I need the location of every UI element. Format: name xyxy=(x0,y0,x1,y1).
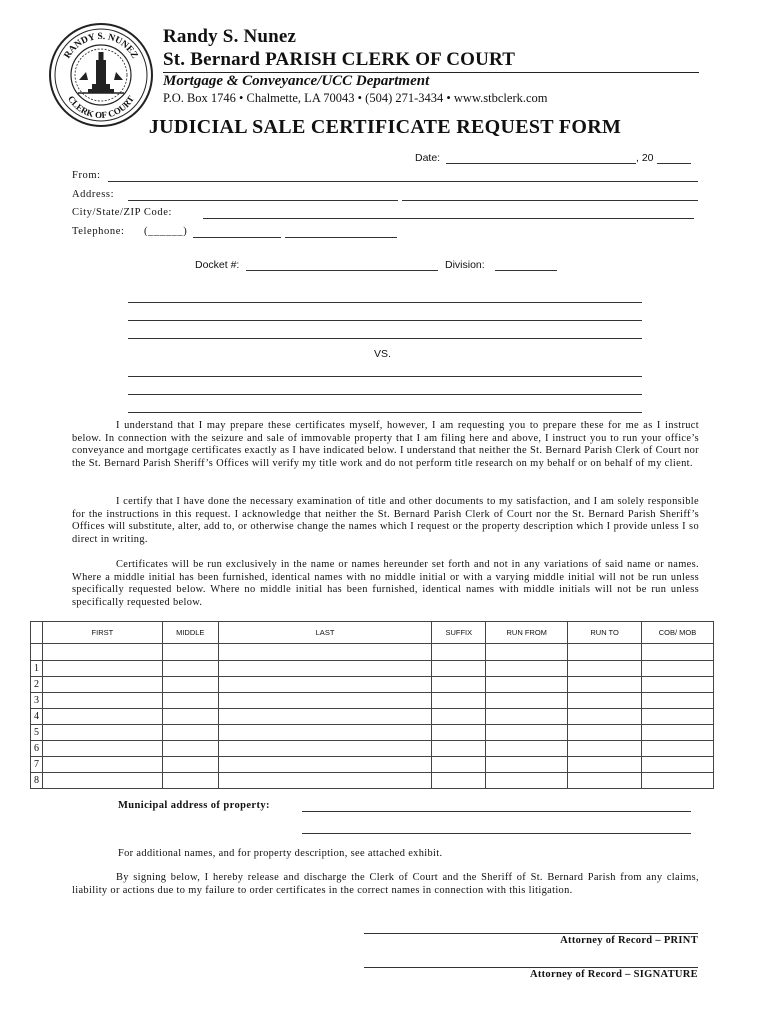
table-row xyxy=(31,757,714,773)
middle-name-cell[interactable] xyxy=(162,741,218,757)
plaintiff-line-3[interactable] xyxy=(128,338,642,339)
first-name-cell[interactable] xyxy=(42,741,162,757)
table-row xyxy=(31,693,714,709)
name-variation-paragraph: Certificates will be run exclusively in the name or names hereunder set forth and not in any variations of said name or names. Where a middle initial has been furnished, identical names with no middle initial or with a varying middle initial will not be run unless specifically requested below. Where no middle initial has been furnished, identical names with middle initials will not be run unless specifically requested below. xyxy=(72,559,699,608)
run-to-cell[interactable] xyxy=(568,661,642,677)
first-name-cell[interactable] xyxy=(42,709,162,725)
first-name-cell[interactable] xyxy=(42,677,162,693)
defendant-line-2[interactable] xyxy=(128,394,642,395)
form-title: JUDICIAL SALE CERTIFICATE REQUEST FORM xyxy=(148,116,622,138)
suffix-cell[interactable] xyxy=(432,661,486,677)
department-name: Mortgage & Conveyance/UCC Department xyxy=(163,73,430,89)
defendant-line-3[interactable] xyxy=(128,412,642,413)
cob-mob-cell[interactable] xyxy=(642,725,714,741)
run-from-cell[interactable] xyxy=(486,725,568,741)
row-number: 1 xyxy=(31,661,43,677)
run-from-cell[interactable] xyxy=(486,693,568,709)
middle-name-cell[interactable] xyxy=(162,661,218,677)
row-number: 6 xyxy=(31,741,43,757)
suffix-cell[interactable] xyxy=(432,725,486,741)
suffix-cell[interactable] xyxy=(432,741,486,757)
cob-mob-cell[interactable] xyxy=(642,757,714,773)
table-row xyxy=(31,677,714,693)
table-row xyxy=(31,661,714,677)
address-label: Address: xyxy=(72,189,115,200)
row-number: 4 xyxy=(31,709,43,725)
docket-field[interactable] xyxy=(246,270,438,271)
run-to-cell[interactable] xyxy=(568,741,642,757)
seal-top-text: RANDY S. NUNEZ xyxy=(62,31,140,61)
run-to-cell[interactable] xyxy=(568,709,642,725)
column-header-last: LAST xyxy=(218,622,432,644)
names-table xyxy=(30,621,714,789)
defendant-line-1[interactable] xyxy=(128,376,642,377)
clerk-name: Randy S. Nunez xyxy=(163,26,297,47)
table-row xyxy=(31,773,714,789)
attorney-signature-line[interactable] xyxy=(364,967,698,968)
suffix-cell[interactable] xyxy=(432,709,486,725)
first-name-cell[interactable] xyxy=(42,773,162,789)
attorney-print-line[interactable] xyxy=(364,933,698,934)
column-header-number xyxy=(31,622,43,644)
last-name-cell[interactable] xyxy=(218,757,432,773)
suffix-cell[interactable] xyxy=(432,773,486,789)
municipal-address-field-2[interactable] xyxy=(302,833,691,834)
column-header-suffix: SUFFIX xyxy=(432,622,486,644)
table-row xyxy=(31,709,714,725)
division-label: Division: xyxy=(445,259,485,271)
attorney-signature-label: Attorney of Record – SIGNATURE xyxy=(529,969,698,980)
run-to-cell[interactable] xyxy=(568,693,642,709)
suffix-cell[interactable] xyxy=(432,693,486,709)
instruction-paragraph: I understand that I may prepare these certificates myself, however, I am requesting you to prepare these for me as I instruct below. In connection with the seizure and sale of immovable property that I am filing here and above, I instruct you to run your office’s conveyance and mortgage certificates exactly as I have indicated below. I understand that neither the St. Bernard Parish Clerk of Court nor the St. Bernard Parish Sheriff’s Offices will verify my title work and do not perform title research on my behalf or on behalf of my client. xyxy=(72,420,699,469)
first-name-cell[interactable] xyxy=(42,661,162,677)
from-field[interactable] xyxy=(108,181,698,182)
from-label: From: xyxy=(72,170,101,181)
run-from-cell[interactable] xyxy=(486,661,568,677)
last-name-cell[interactable] xyxy=(218,725,432,741)
run-from-cell[interactable] xyxy=(486,677,568,693)
run-from-cell[interactable] xyxy=(486,741,568,757)
row-number: 7 xyxy=(31,757,43,773)
municipal-address-label: Municipal address of property: xyxy=(118,800,270,811)
first-name-cell[interactable] xyxy=(42,693,162,709)
release-paragraph: By signing below, I hereby release and discharge the Clerk of Court and the Sheriff of St. Bernard Parish from any claims, liability or actions due to my failure to order certificates in the correct names in connection with this litigation. xyxy=(72,872,699,896)
docket-label: Docket #: xyxy=(195,259,240,271)
run-to-cell[interactable] xyxy=(568,677,642,693)
suffix-cell[interactable] xyxy=(432,757,486,773)
row-number: 5 xyxy=(31,725,43,741)
certification-paragraph: I certify that I have done the necessary examination of title and other documents to my satisfaction, and I am solely responsible for the instructions in this request. I acknowledge that neither the St. Bernard Parish Clerk of Court nor the St. Bernard Parish Sheriff’s Offices will substitute, alter, add to, or otherwise change the names which I request or the property description which I provide unless I so direct in writing. xyxy=(72,496,699,545)
municipal-address-field-1[interactable] xyxy=(302,811,691,812)
seal-bottom-text: CLERK OF COURT xyxy=(65,93,137,121)
city-state-zip-field[interactable] xyxy=(203,218,694,219)
telephone-area-code[interactable]: (______) xyxy=(144,226,188,237)
table-spacer-row xyxy=(31,644,714,661)
contact-info: P.O. Box 1746 • Chalmette, LA 70043 • (504) 271-3434 • www.stbclerk.com xyxy=(163,91,548,105)
telephone-label: Telephone: xyxy=(72,226,125,237)
last-name-cell[interactable] xyxy=(218,709,432,725)
attorney-print-label: Attorney of Record – PRINT xyxy=(560,935,698,946)
division-field[interactable] xyxy=(495,270,557,271)
cob-mob-cell[interactable] xyxy=(642,677,714,693)
run-to-cell[interactable] xyxy=(568,725,642,741)
first-name-cell[interactable] xyxy=(42,725,162,741)
run-from-cell[interactable] xyxy=(486,709,568,725)
date-year-prefix: , 20 xyxy=(636,152,654,164)
last-name-cell[interactable] xyxy=(218,741,432,757)
additional-names-note: For additional names, and for property description, see attached exhibit. xyxy=(118,848,443,859)
last-name-cell[interactable] xyxy=(218,693,432,709)
versus-label: VS. xyxy=(374,348,391,360)
middle-name-cell[interactable] xyxy=(162,725,218,741)
city-state-zip-label: City/State/ZIP Code: xyxy=(72,207,172,218)
plaintiff-line-1[interactable] xyxy=(128,302,642,303)
row-number: 3 xyxy=(31,693,43,709)
run-to-cell[interactable] xyxy=(568,773,642,789)
last-name-cell[interactable] xyxy=(218,773,432,789)
column-header-run-to: RUN TO xyxy=(568,622,642,644)
date-year-field[interactable] xyxy=(657,163,691,164)
table-row xyxy=(31,741,714,757)
telephone-field-1[interactable] xyxy=(193,237,281,238)
address-field-2[interactable] xyxy=(402,200,698,201)
middle-name-cell[interactable] xyxy=(162,757,218,773)
cob-mob-cell[interactable] xyxy=(642,741,714,757)
telephone-field-2[interactable] xyxy=(285,237,397,238)
table-row xyxy=(31,725,714,741)
clerk-seal-logo xyxy=(48,22,154,128)
row-number: 8 xyxy=(31,773,43,789)
date-field[interactable] xyxy=(446,163,636,164)
middle-name-cell[interactable] xyxy=(162,693,218,709)
middle-name-cell[interactable] xyxy=(162,773,218,789)
run-to-cell[interactable] xyxy=(568,757,642,773)
plaintiff-line-2[interactable] xyxy=(128,320,642,321)
address-field-1[interactable] xyxy=(128,200,398,201)
middle-name-cell[interactable] xyxy=(162,709,218,725)
cob-mob-cell[interactable] xyxy=(642,773,714,789)
date-label: Date: xyxy=(415,152,441,164)
first-name-cell[interactable] xyxy=(42,757,162,773)
run-from-cell[interactable] xyxy=(486,773,568,789)
column-header-middle: MIDDLE xyxy=(162,622,218,644)
table-header-row xyxy=(31,622,714,644)
middle-name-cell[interactable] xyxy=(162,677,218,693)
column-header-first: FIRST xyxy=(42,622,162,644)
last-name-cell[interactable] xyxy=(218,661,432,677)
cob-mob-cell[interactable] xyxy=(642,709,714,725)
suffix-cell[interactable] xyxy=(432,677,486,693)
column-header-run-from: RUN FROM xyxy=(486,622,568,644)
cob-mob-cell[interactable] xyxy=(642,661,714,677)
column-header-cob-mob: COB/ MOB xyxy=(642,622,714,644)
row-number: 2 xyxy=(31,677,43,693)
last-name-cell[interactable] xyxy=(218,677,432,693)
cob-mob-cell[interactable] xyxy=(642,693,714,709)
office-name: St. Bernard PARISH CLERK OF COURT xyxy=(163,49,516,70)
run-from-cell[interactable] xyxy=(486,757,568,773)
